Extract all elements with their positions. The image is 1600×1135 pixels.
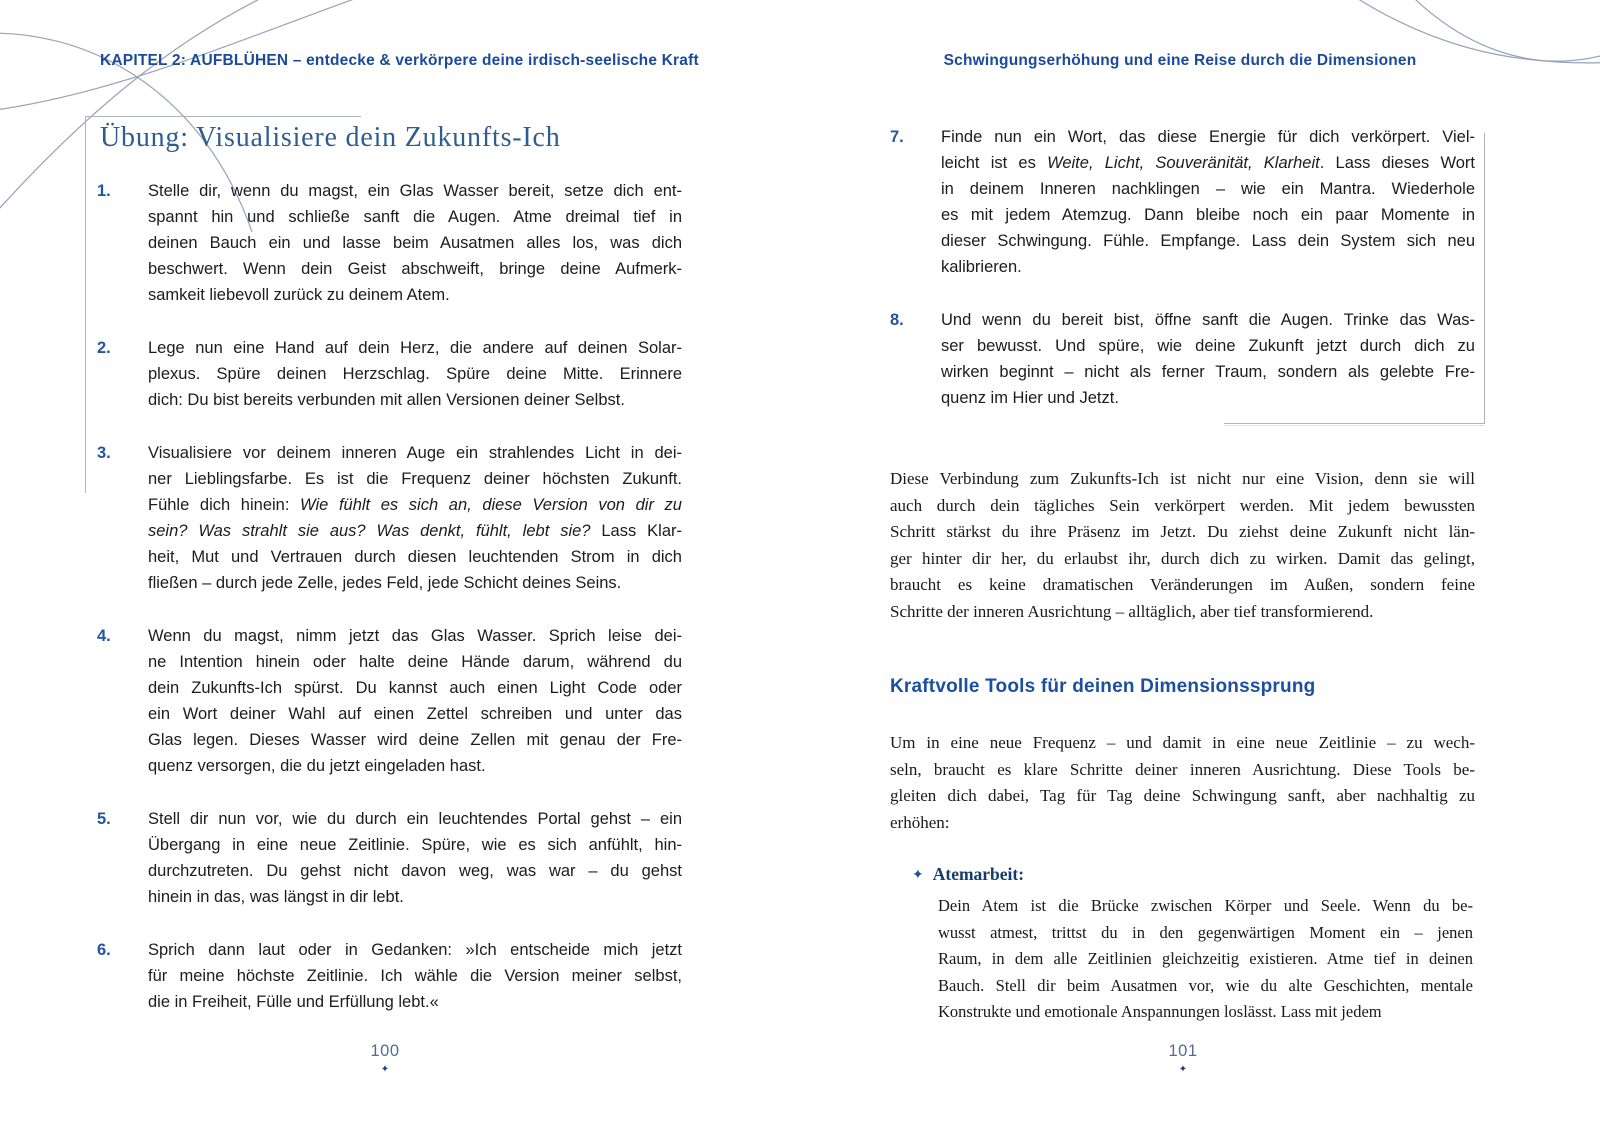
exercise-box-left-border (85, 116, 86, 493)
exercise-title: Übung: Visualisiere dein Zukunfts-Ich (100, 122, 561, 153)
exercise-step (97, 806, 682, 910)
exercise-steps-right (890, 124, 1475, 411)
footer-ornament-icon: ✦ (380, 1064, 390, 1075)
body-paragraph: Diese Verbindung zum Zukunfts-Ich ist nicht nur eine Vision, denn sie will auch durch dein tägliches Sein verkörpert werden. Mit jedem bewussten Schritt stärkst du ihre Präsenz im Jetzt. Du ziehst deine Zukunft nicht län- ger hinter dir her, du erlaubst ihr, durch dich zu wirken. Damit das gelingt, braucht es keine dramatischen Veränderungen im Außen, sondern feine Schritte der inneren Ausrichtung – alltäglich, aber tief transformierend. (890, 469, 1475, 621)
exercise-step (97, 623, 682, 779)
step-number: 7. (890, 128, 904, 146)
step-text: Lege nun eine Hand auf dein Herz, die andere auf deinen Solar- plexus. Spüre deinen Herzschlag. Spüre deine Mitte. Erinnere dich: Du bist bereits verbunden mit allen Versionen deiner Selbst. (148, 339, 682, 409)
running-head-right: Schwingungserhöhung und eine Reise durch die Dimensionen (943, 52, 1417, 69)
running-head-left: KAPITEL 2: AUFBLÜHEN – entdecke & verkörpere deine irdisch-seelische Kraft (100, 52, 699, 69)
step-text: Finde nun ein Wort, das diese Energie für dich verkörpert. Viel- leicht ist es Weite, Licht, Souveränität, Klarheit. Lass dieses Wort in deinem Inneren nachklingen – wie ein Mantra. Wiederhole es mit jedem Atemzug. Dann bleibe noch ein paar Momente in dieser Schwingung. Fühle. Empfange. Lass dein System sich neu kalibrieren. (941, 128, 1476, 276)
exercise-step (97, 937, 682, 1015)
step-number: 1. (97, 182, 111, 200)
exercise-step (890, 307, 1475, 411)
exercise-box-top-border (85, 116, 361, 117)
step-number: 4. (97, 627, 111, 645)
exercise-step (890, 124, 1475, 280)
tool-text: Dein Atem ist die Brücke zwischen Körper und Seele. Wenn du be- wusst atmest, trittst du in den gegenwärtigen Moment ein – jenen Raum, in dem alle Zeitlinien gleichzeitig existieren. Atme tief in deinen Bauch. Stell dir beim Ausatmen vor, wie du alte Geschichten, mentale Konstrukte und emotionale Anspannungen loslässt. Lass mit jedem (938, 896, 1473, 1021)
step-text: Sprich dann laut oder in Gedanken: »Ich entscheide mich jetzt für meine höchste Zeitlinie. Ich wähle die Version meiner selbst, die in Freiheit, Fülle und Erfüllung lebt.« (148, 941, 682, 1011)
step-number: 5. (97, 810, 111, 828)
tool-label: Atemarbeit (932, 864, 1019, 884)
exercise-box-bottom-border (1224, 423, 1485, 424)
body-paragraph: Um in eine neue Frequenz – und damit in eine neue Zeitlinie – zu wech- seln, braucht es klare Schritte deiner inneren Ausrichtung. Diese Tools be- gleiten dich dabei, Tag für Tag deine Schwingung sanft, aber nachhaltig zu erhöhen: (890, 733, 1475, 832)
exercise-steps-left (97, 178, 682, 1015)
step-text: Wenn du magst, nimm jetzt das Glas Wasser. Sprich leise dei- ne Intention hinein oder halte deine Hände darum, während du dein Zukunfts-Ich spürst. Du kannst auch einen Light Code oder ein Wort deiner Wahl auf einen Zettel schreiben und unter das Glas legen. Dieses Wasser wird deine Zellen mit genau der Fre- quenz versorgen, die du jetzt eingeladen hast. (148, 627, 682, 775)
step-number: 3. (97, 444, 111, 462)
step-text: Stelle dir, wenn du magst, ein Glas Wasser bereit, setze dich ent- spannt hin und schließe sanft die Augen. Atme dreimal tief in deinen Bauch ein und lasse beim Ausatmen alles los, was dich beschwert. Wenn dein Geist abschweift, bringe deine Aufmerk- samkeit liebevoll zurück zu deinem Atem. (148, 182, 682, 304)
exercise-box-right-border (1484, 133, 1485, 424)
footer-ornament-icon: ✦ (1178, 1064, 1188, 1075)
section-heading: Kraftvolle Tools für deinen Dimensionssprung (890, 676, 1316, 697)
exercise-step (97, 178, 682, 308)
step-number: 2. (97, 339, 111, 357)
step-text: Visualisiere vor deinem inneren Auge ein strahlendes Licht in dei- ner Lieblingsfarbe. Es ist die Frequenz deiner höchsten Zukunft. Fühle dich hinein: Wie fühlt es sich an, diese Version von dir zu sein? Was strahlt sie aus? Was denkt, fühlt, lebt sie? Lass Klar- heit, Mut und Vertrauen durch diesen leuchtenden Strom in dich fließen – durch jede Zelle, jedes Feld, jede Schicht deines Seins. (148, 444, 682, 592)
four-point-star-icon: ✦ (912, 868, 924, 883)
page-number-right: 101 (1168, 1042, 1198, 1060)
tool-label-colon: : (1018, 864, 1025, 884)
exercise-step (97, 440, 682, 596)
step-number: 8. (890, 311, 904, 329)
step-text: Und wenn du bereit bist, öffne sanft die Augen. Trinke das Was- ser bewusst. Und spüre, wie deine Zukunft jetzt durch dich zu wirken beginnt – nicht als ferner Traum, sondern als gelebte Fre- quenz im Hier und Jetzt. (941, 311, 1475, 407)
step-number: 6. (97, 941, 111, 959)
page-number-left: 100 (370, 1042, 400, 1060)
exercise-step (97, 335, 682, 413)
step-text: Stell dir nun vor, wie du durch ein leuchtendes Portal gehst – ein Übergang in eine neue Zeitlinie. Spüre, wie es sich anfühlt, hin- durchzutreten. Du gehst nicht davon weg, was war – du gehst hinein in das, was längst in dir lebt. (148, 810, 682, 906)
tool-bullet (912, 864, 1024, 885)
